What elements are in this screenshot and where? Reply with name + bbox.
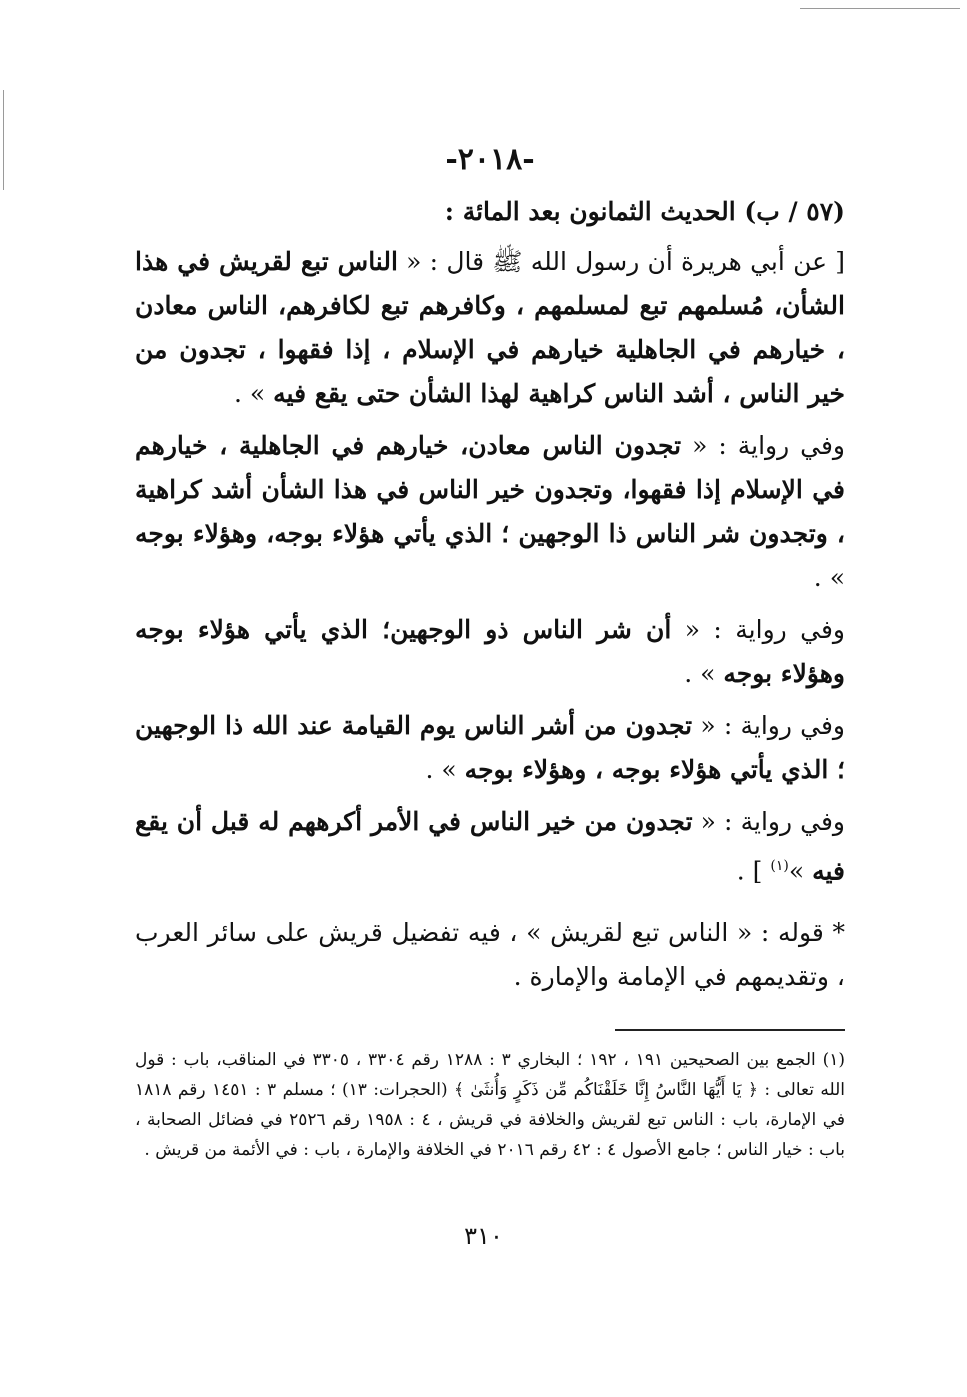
riwaya-4-text: تجدون من خير الناس في الأمر أكرههم له قبل أن يقع فيه — [135, 807, 845, 886]
footnote-reference: (١) — [770, 858, 789, 874]
commentary-paragraph: * قوله : « الناس تبع لقريش » ، فيه تفضيل قريش على سائر العرب ، وتقديمهم في الإمامة والإمارة . — [135, 918, 845, 992]
main-hadith-intro: [ عن أبي هريرة أن رسول الله ﷺ قال : « — [406, 247, 845, 276]
riwaya-1-outro: » . — [813, 563, 845, 592]
riwaya-4-closing: ] . — [736, 856, 763, 886]
riwaya-1-text: تجدون الناس معادن، خيارهم في الجاهلية ، خيارهم في الإسلام إذا فقهوا، وتجدون خير الناس في هذا الشأن أشد كراهية ، وتجدون شر الناس ذا الوجهين ؛ الذي يأتي هؤلاء بوجه، وهؤلاء بوجه — [135, 431, 845, 548]
riwaya-2-outro: » . — [684, 659, 716, 688]
scan-line-left — [3, 90, 4, 190]
riwaya-3-text: تجدون من أشر الناس يوم القيامة عند الله ذا الوجهين ؛ الذي يأتي هؤلاء بوجه ، وهؤلاء بوجه — [135, 711, 845, 784]
scan-line-top — [800, 8, 960, 9]
footnote-divider — [615, 1029, 845, 1031]
riwaya-4-outro: » — [788, 856, 805, 886]
riwaya-3-paragraph — [135, 704, 845, 792]
main-hadith-text: الناس تبع لقريش في هذا الشأن، مُسلمهم تبع لمسلمهم ، وكافرهم تبع لكافرهم، الناس معادن ، خيارهم في الجاهلية خيارهم في الإسلام ، إذا فقهوا ، تجدون من خير الناس ، أشد الناس كراهية لهذا الشأن حتى يقع فيه — [135, 247, 845, 408]
riwaya-2-paragraph — [135, 608, 845, 696]
document-page — [135, 140, 845, 1165]
main-hadith-outro: » . — [233, 379, 266, 408]
riwaya-1-paragraph — [135, 424, 845, 600]
footnote-text: (١) الجمع بين الصحيحين ١٩١ ، ١٩٢ ؛ البخاري ٣ : ١٢٨٨ رقم ٣٣٠٤ ، ٣٣٠٥ في المناقب، باب : قول الله تعالى : ﴿ يَا أَيُّهَا النَّاسُ إِنَّا خَلَقْنَاكُم مِّن ذَكَرٍ وَأُنثَىٰ ﴾ (الحجرات: ١٣) ؛ مسلم ٣ : ١٤٥١ رقم ١٨١٨ في الإمارة، باب : الناس تبع لقريش والخلافة في قريش ، ٤ : ١٩٥٨ رقم ٢٥٢٦ في فضائل الصحابة ، باب : خيار الناس ؛ جامع الأصول ٤ : ٤٢ رقم ٢٠١٦ في الخلافة والإمارة ، باب : في الأئمة من قريش . — [135, 1050, 845, 1161]
hadith-number: -٢٠١٨- — [445, 142, 535, 177]
riwaya-3-intro: وفي رواية : « — [700, 711, 845, 740]
riwaya-2-intro: وفي رواية : « — [684, 615, 845, 644]
riwaya-4-intro: وفي رواية : « — [700, 807, 845, 836]
riwaya-1-intro: وفي رواية : « — [692, 431, 845, 460]
section-title: (٥٧ / ب) الحديث الثمانون بعد المائة : — [444, 197, 845, 226]
riwaya-3-outro: » . — [425, 755, 457, 784]
page-number: ٣١٠ — [464, 1222, 503, 1250]
main-hadith-paragraph — [135, 240, 845, 416]
riwaya-4-paragraph — [135, 800, 845, 893]
riwaya-2-text: أن شر الناس ذو الوجهين؛ الذي يأتي هؤلاء بوجه وهؤلاء بوجه — [135, 615, 845, 688]
